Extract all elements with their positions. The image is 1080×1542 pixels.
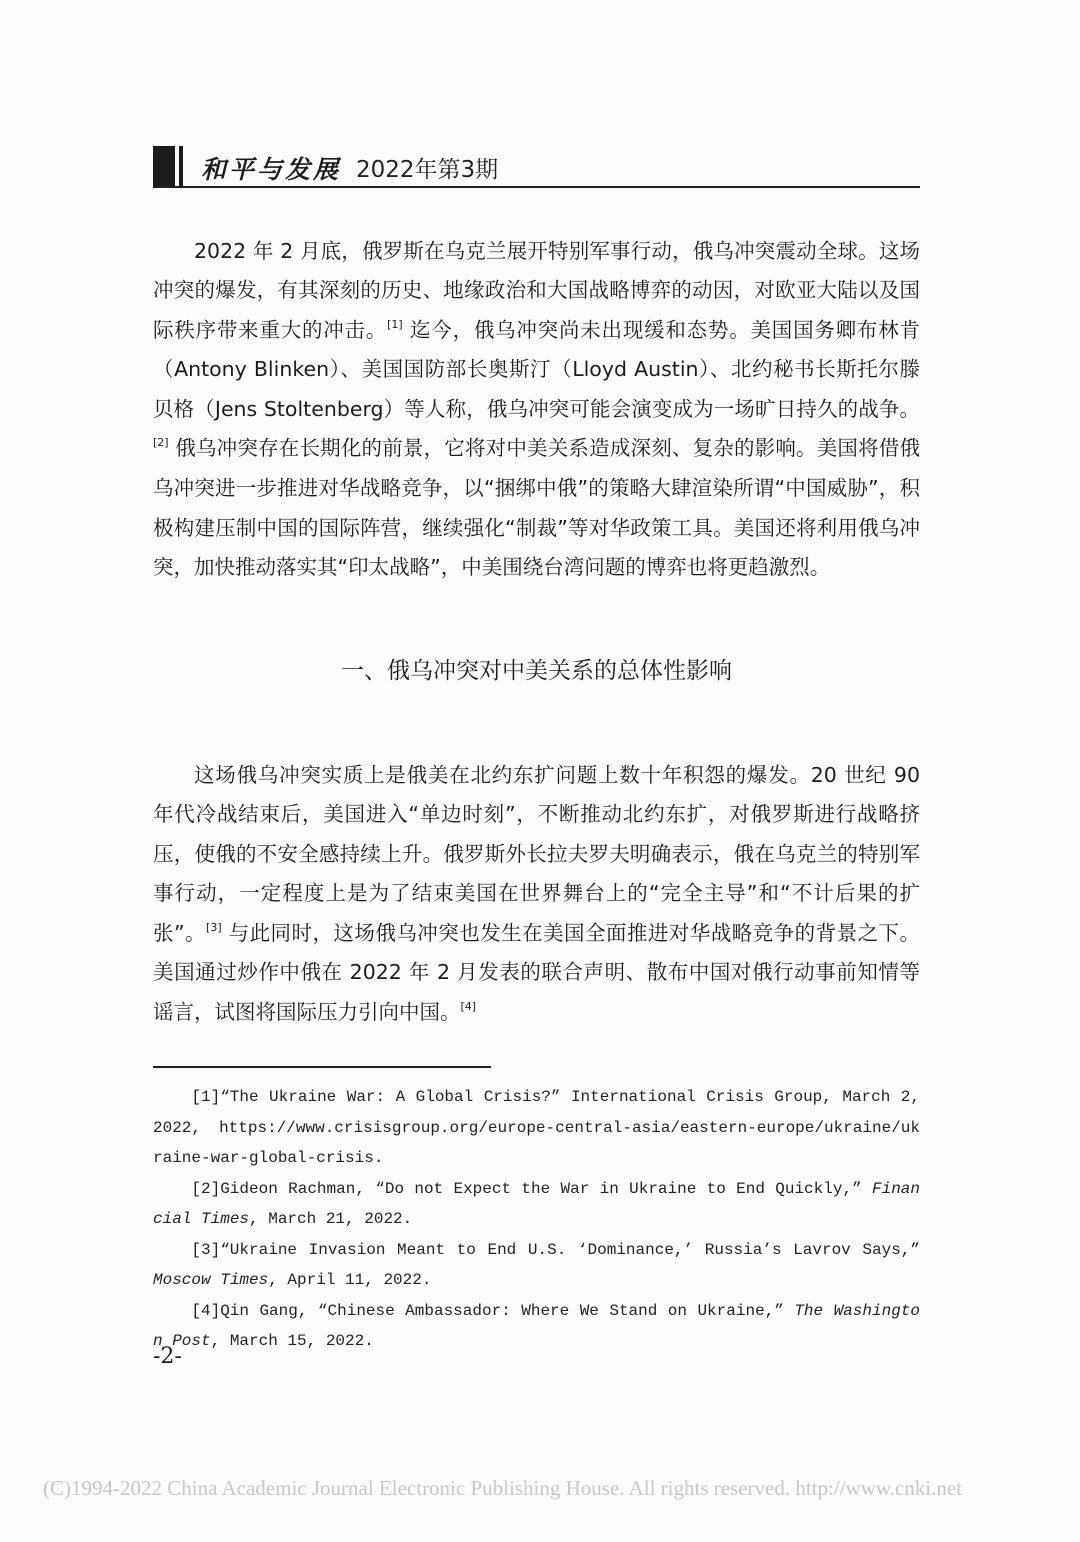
citation-ref-2[interactable]: [2] <box>153 436 169 450</box>
footnote-divider <box>153 1066 491 1068</box>
footnotes <box>153 1082 920 1357</box>
copyright-watermark: (C)1994-2022 China Academic Journal Electronic Publishing House. All rights reserved. http://www.cnki.net <box>43 1476 962 1500</box>
journal-name: 和平与发展 <box>201 155 342 184</box>
issue-label: 2022年第3期 <box>356 157 499 183</box>
footnote-1: [1]“The Ukraine War: A Global Crisis?” International Crisis Group, March 2, 2022, https://www.crisisgroup.org/europe-central-asia/eastern-europe/ukraine/ukraine-war-global-crisis. <box>153 1088 920 1167</box>
citation-ref-4[interactable]: [4] <box>460 1000 477 1014</box>
citation-ref-1[interactable]: [1] <box>387 317 403 331</box>
section-heading: 一、俄乌冲突对中美关系的总体性影响 <box>341 658 732 684</box>
intro-paragraph: 2022 年 2 月底，俄罗斯在乌克兰展开特别军事行动，俄乌冲突震动全球。这场冲突的爆发，有其深刻的历史、地缘政治和大国战略博弈的动因，对欧亚大陆以及国际秩序带来重大的冲击。[1] 迄今，俄乌冲突尚未出现缓和态势。美国国务卿布林肯（Antony Blinken）、美国国防部长奥斯汀（Lloyd Austin）、北约秘书长斯托尔滕贝格（Jens Stoltenberg）等人称，俄乌冲突可能会演变成为一场旷日持久的战争。[2] 俄乌冲突存在长期化的前景，它将对中美关系造成深刻、复杂的影响。美国将借俄乌冲突进一步推进对华战略竞争，以“捆绑中俄”的策略大肆渲染所谓“中国威胁”，积极构建压制中国的国际阵营，继续强化“制裁”等对华政策工具。美国还将利用俄乌冲突，加快推动落实其“印太战略”，中美围绕台湾问题的博弈也将更趋激烈。 <box>153 238 921 580</box>
page-number: -2- <box>153 1344 182 1369</box>
header-decorative-bar <box>153 146 175 186</box>
footnote-4: [4]Qin Gang, “Chinese Ambassador: Where We Stand on Ukraine,” The Washington Post, March 15, 2022. <box>153 1301 920 1350</box>
section-paragraph: 这场俄乌冲突实质上是俄美在北约东扩问题上数十年积怨的爆发。20 世纪 90 年代冷战结束后，美国进入“单边时刻”，不断推动北约东扩，对俄罗斯进行战略挤压，使俄的不安全感持续上升。俄罗斯外长拉夫罗夫明确表示，俄在乌克兰的特别军事行动，一定程度上是为了结束美国在世界舞台上的“完全主导”和“不计后果的扩张”。[3] 与此同时，这场俄乌冲突也发生在美国全面推进对华战略竞争的背景之下。美国通过炒作中俄在 2022 年 2 月发表的联合声明、散布中国对俄行动事前知情等谣言，试图将国际压力引向中国。[4] <box>153 762 921 1025</box>
footnote-2: [2]Gideon Rachman, “Do not Expect the War in Ukraine to End Quickly,” Financial Times, March 21, 2022. <box>153 1179 920 1228</box>
footnote-3: [3]“Ukraine Invasion Meant to End U.S. ‘Dominance,’ Russia’s Lavrov Says,” Moscow Times, April 11, 2022. <box>153 1240 920 1289</box>
citation-ref-3[interactable]: [3] <box>206 920 222 934</box>
running-header <box>153 146 920 188</box>
